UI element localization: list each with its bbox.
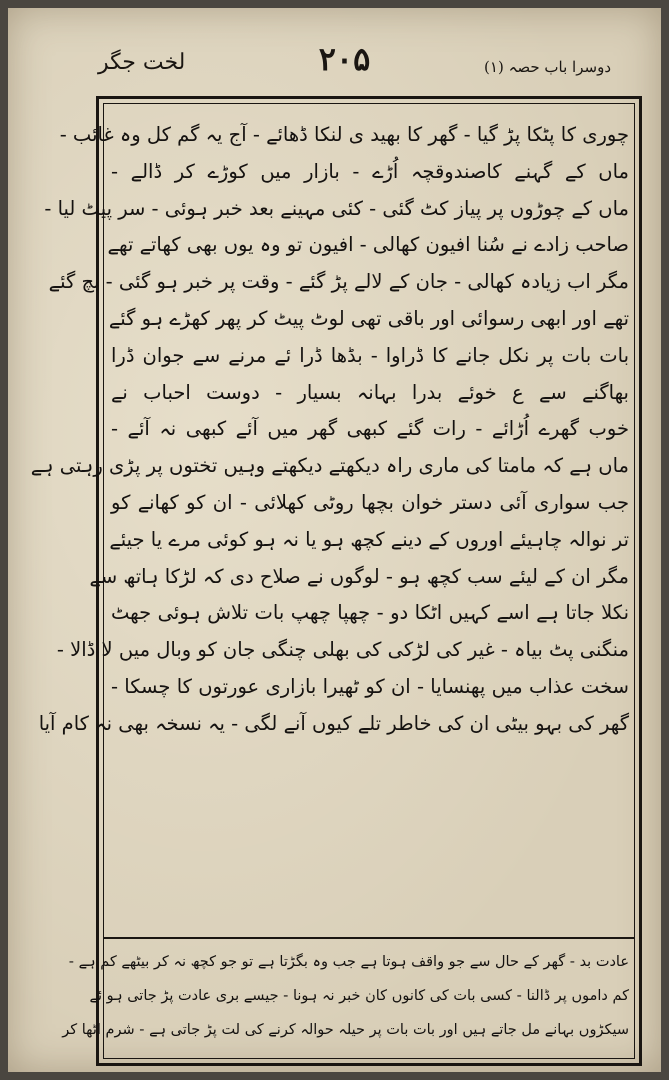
body-line: سخت عذاب میں پھنسایا - ان کو ٹھیرا بازاری عورتوں کا چسکا - [111, 674, 629, 698]
body-line: صاحب زادے نے سُنا افیون کھالی - افیون تو وہ یوں بھی کھاتے تھے [107, 233, 629, 257]
body-line: ماں کے چوڑوں پر پیاز کٹ گئی - کئی مہینے بعد خبر ہوئی - سر پیٹ لیا - [44, 196, 629, 220]
body-line: ماں ہے کہ مامتا کی ماری راہ دیکھتے دیکھتے وہیں تختوں پر پڑی رہتی ہے [30, 454, 629, 478]
footnote-line: سیکڑوں بہانے مل جاتے ہیں اور بات بات پر حیلہ حوالہ کرنے کی لت پڑ جاتی ہے - شرم اٹھا کر [62, 1022, 629, 1038]
body-line: خوب گھرے اُڑائے - رات گئے کبھی گھر میں آئے کبھی نہ آئے - [111, 417, 629, 441]
footnote-line: عادت بد - گھر کے حال سے جو واقف ہوتا ہے جب وہ بگڑتا ہے تو جو کچھ نہ کر بیٹھے کم ہے - [68, 954, 629, 970]
body-line: گھر کی بہو بیٹی ان کی خاطر تلے کیوں آنے لگی - یہ نسخہ بھی نہ کام آیا [38, 711, 629, 735]
body-line: جب سواری آئی دستر خوان بچھا روٹی کھلائی - ان کو کھانے کو [111, 490, 629, 514]
body-line: بھاگنے سے ع خوئے بدرا بہانہ بسیار - دوست احباب نے [111, 380, 629, 404]
page-number: ۲۰۵ [318, 40, 371, 78]
body-line: تھے اور ابھی رسوائی اور باقی تھی لوٹ پیٹ کر پھر کھڑے ہو گئے [108, 306, 629, 330]
body-line: نکلا جاتا ہے اسے کہیں اٹکا دو - چھپا چھپ بات تلاش ہوئی جھٹ [111, 601, 629, 625]
body-line: تر نوالہ چاہیئے اوروں کے دینے کچھ ہو یا نہ ہو کوئی مرے یا جیئے [109, 527, 629, 551]
footnote-divider [103, 937, 635, 939]
body-line: مگر اب زیادہ کھالی - جان کے لالے پڑ گئے - وقت پر خبر ہو گئی - بچ گئے [48, 270, 629, 294]
page-header [68, 40, 621, 90]
body-line: بات بات پر نکل جانے کا ڈراوا - بڈھا ڈرا ئے مرنے سے جوان ڈرا [111, 343, 629, 367]
body-line: ماں کے گہنے کاصندوقچہ اُڑے - بازار میں کوڑے کر ڈالے - [111, 159, 629, 183]
body-line: مگر ان کے لیئے سب کچھ ہو - لوگوں نے صلاح دی کہ لڑکا ہاتھ سے [89, 564, 629, 588]
main-text-block [30, 117, 629, 927]
body-line: چوری کا پٹکا پڑ گیا - گھر کا بھید ی لنکا ڈھائے - آج یہ گم کل وہ غائب - [59, 123, 629, 146]
footnote-line: کم داموں پر ڈالنا - کسی بات کی کانوں کان خبر نہ ہونا - جیسے بری عادت پڑ جاتی ہو ئے [89, 988, 629, 1004]
book-page [8, 8, 661, 1072]
chapter-section-label: دوسرا باب حصہ (۱) [484, 58, 611, 76]
footnotes-block [62, 945, 629, 1047]
book-title: لخت جگر [98, 50, 186, 75]
body-line: منگنی پٹ بیاہ - غیر کی لڑکی کی بھلی چنگی جان کو وبال میں لا ڈالا - [56, 638, 629, 662]
text-frame [30, 96, 642, 1066]
